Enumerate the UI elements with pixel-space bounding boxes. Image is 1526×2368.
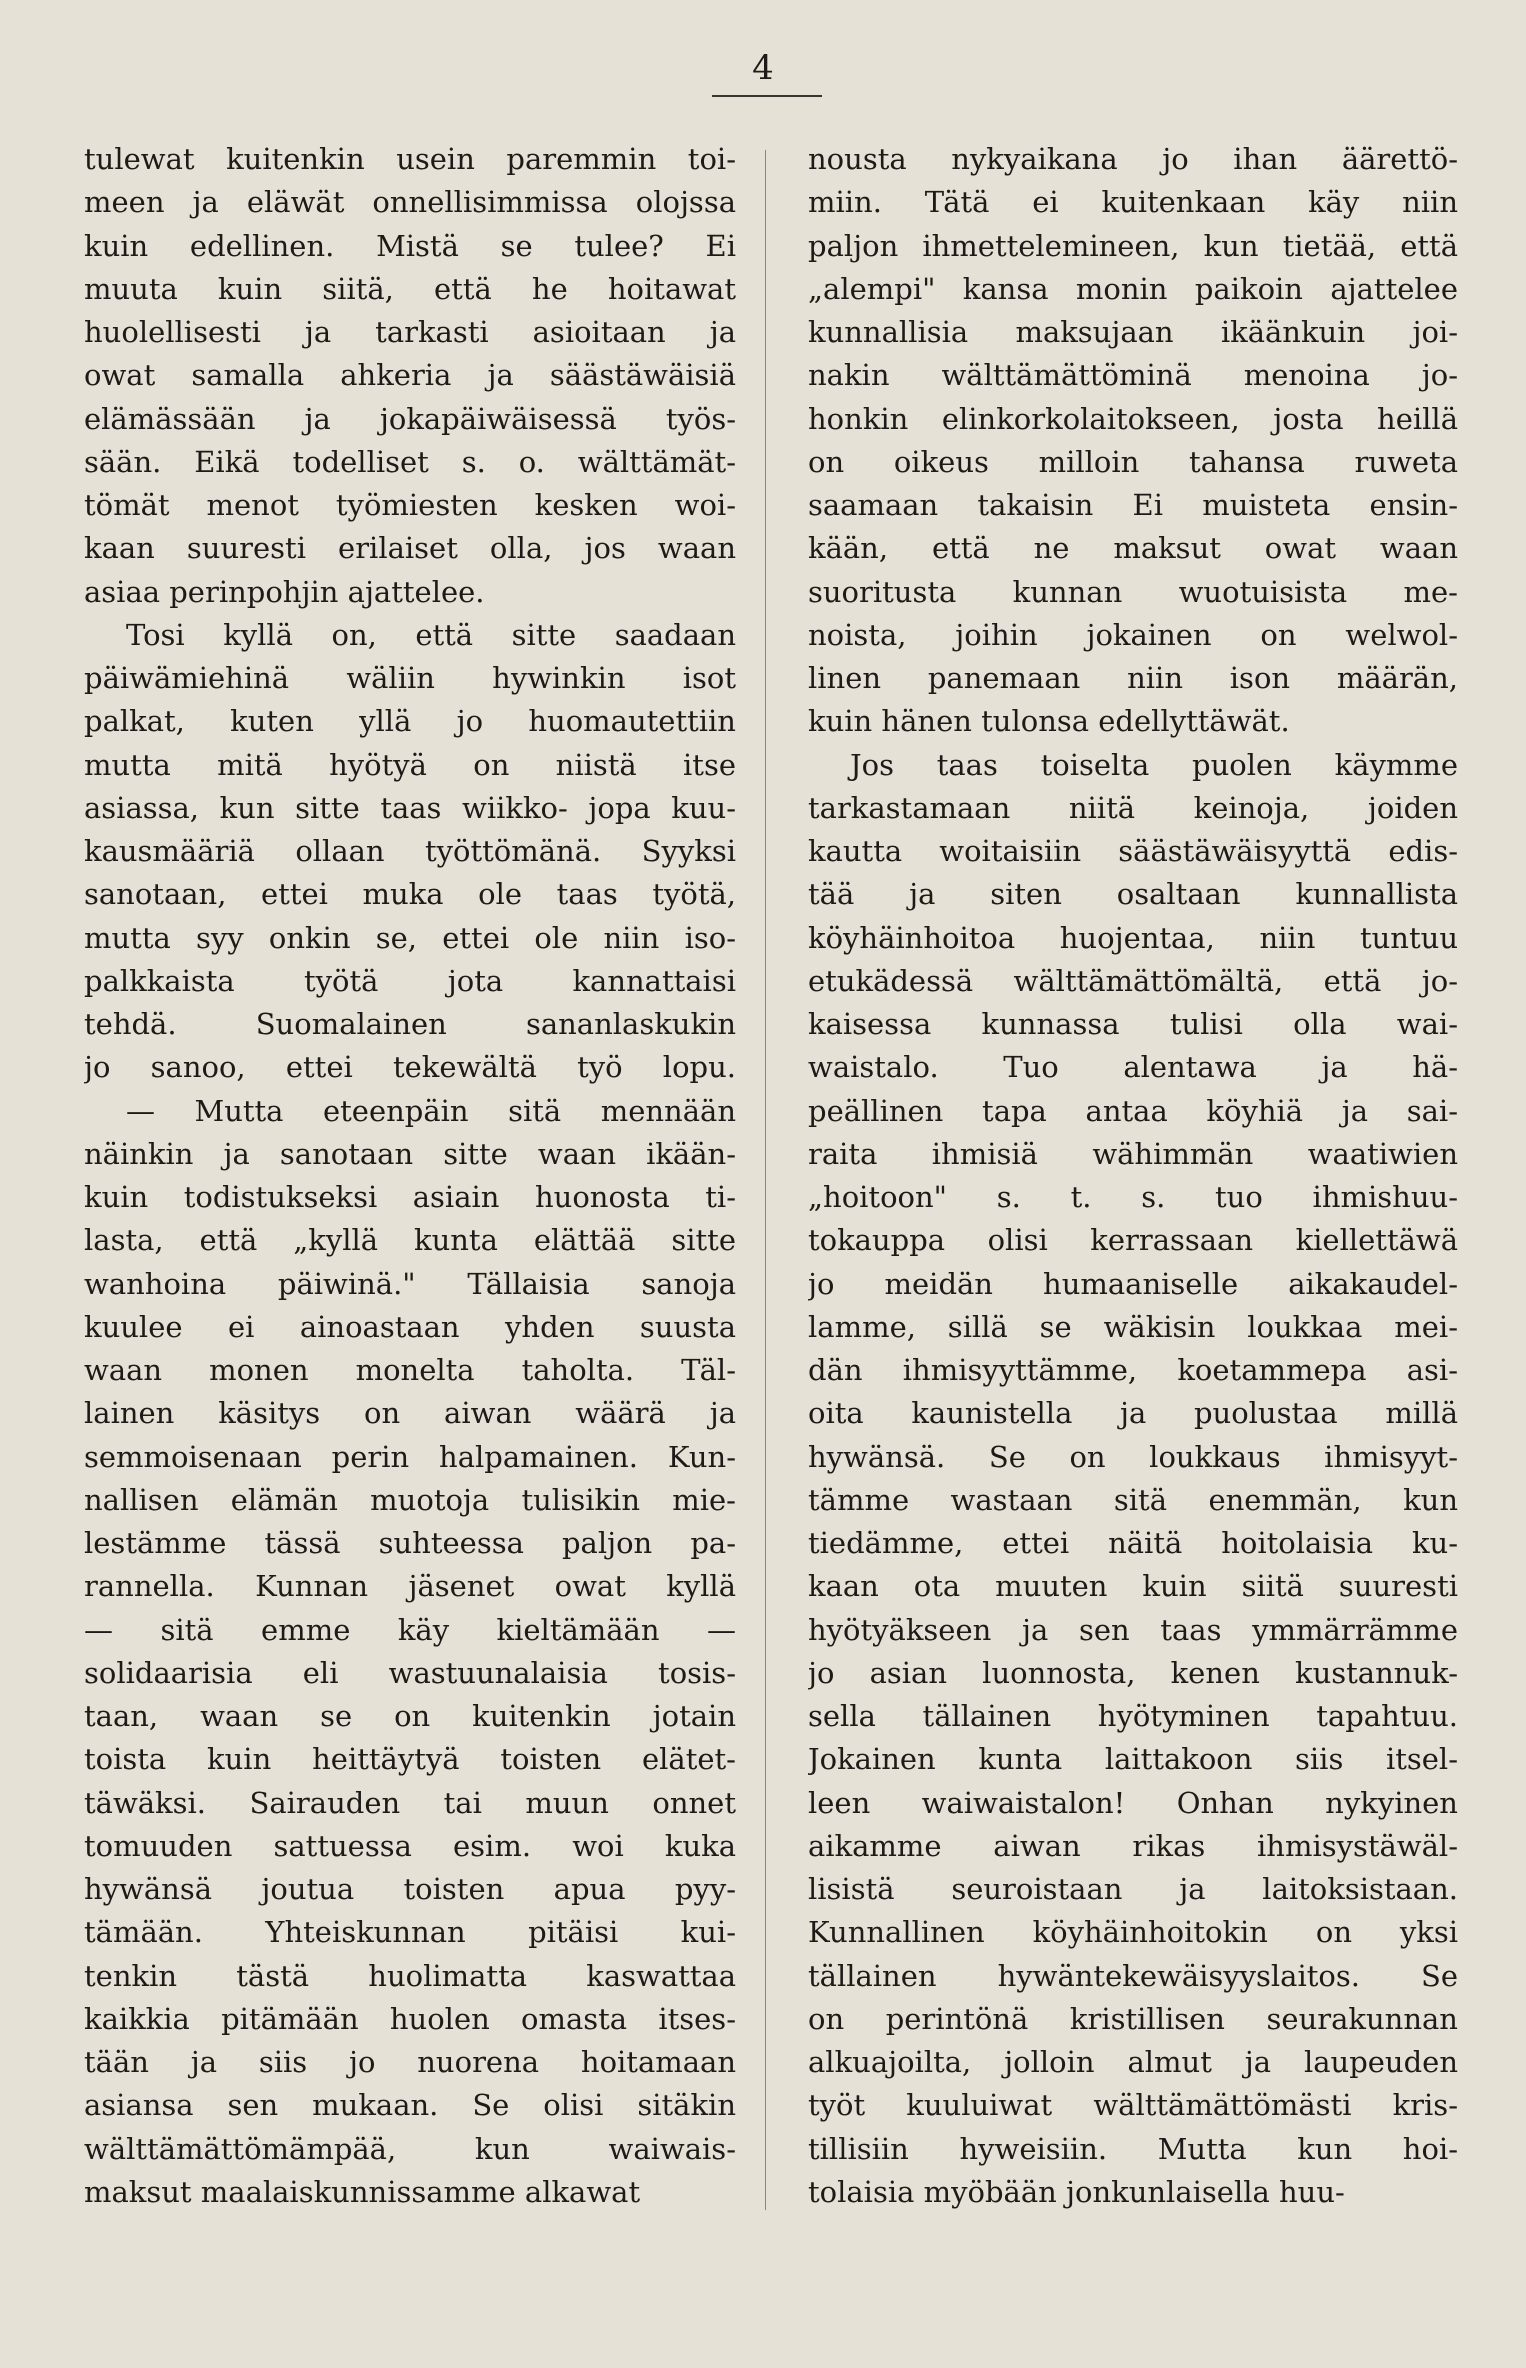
text-line: sään. Eikä todelliset s. o. wälttämät-	[84, 444, 736, 479]
text-line: sanotaan, ettei muka ole taas työtä,	[84, 877, 736, 912]
text-line: Jokainen kunta laittakoon siis itsel-	[808, 1742, 1458, 1777]
text-line: peällinen tapa antaa köyhiä ja sai-	[808, 1093, 1458, 1128]
right-text-column	[808, 138, 1458, 2214]
text-line: leen waiwaistalon! Onhan nykyinen	[808, 1785, 1458, 1820]
text-line: kaan suuresti erilaiset olla, jos waan	[84, 531, 736, 566]
text-line: Tosi kyllä on, että sitte saadaan	[126, 617, 736, 652]
text-line: semmoisenaan perin halpamainen. Kun-	[84, 1439, 736, 1474]
text-line: alkuajoilta, jolloin almut ja laupeuden	[808, 2045, 1458, 2079]
text-line: lamme, sillä se wäkisin loukkaa mei-	[808, 1309, 1458, 1344]
text-line: owat samalla ahkeria ja säästäwäisiä	[84, 358, 736, 393]
text-line: tällainen hywäntekewäisyyslaitos. Se	[808, 1958, 1458, 1993]
text-line: solidaarisia eli wastuunalaisia tosis-	[84, 1655, 736, 1690]
text-line: — sitä emme käy kieltämään —	[84, 1612, 736, 1647]
text-line: jo asian luonnosta, kenen kustannuk-	[808, 1655, 1458, 1690]
text-line: nallisen elämän muotoja tulisikin mie-	[84, 1482, 736, 1517]
text-line: kunnallisia maksujaan ikäänkuin joi-	[808, 315, 1458, 349]
text-line: tään ja siis jo nuorena hoitamaan	[84, 2045, 736, 2079]
text-line: täwäksi. Sairauden tai muun onnet	[84, 1785, 736, 1820]
text-line: paljon ihmettelemineen, kun tietää, että	[808, 228, 1458, 263]
text-line: palkkaista työtä jota kannattaisi	[84, 963, 736, 998]
text-line: työt kuuluiwat wälttämättömästi kris-	[808, 2088, 1458, 2123]
text-line: raita ihmisiä wähimmän waatiwien	[808, 1136, 1458, 1171]
text-line: tulewat kuitenkin usein paremmin toi-	[84, 142, 736, 176]
text-line: on perintönä kristillisen seurakunnan	[808, 2001, 1458, 2036]
text-line: huolellisesti ja tarkasti asioitaan ja	[84, 315, 736, 349]
text-line: tämme wastaan sitä enemmän, kun	[808, 1482, 1458, 1517]
left-text-column	[84, 138, 736, 2214]
text-line: asiaa perinpohjin ajattelee.	[84, 574, 485, 609]
text-line: tomuuden sattuessa esim. woi kuka	[84, 1828, 736, 1863]
text-line: näinkin ja sanotaan sitte waan ikään-	[84, 1136, 736, 1171]
text-line: oita kaunistella ja puolustaa millä	[808, 1396, 1458, 1431]
text-line: „alempi" kansa monin paikoin ajattelee	[808, 271, 1458, 306]
text-line: lasta, että „kyllä kunta elättää sitte	[84, 1223, 736, 1258]
text-line: aikamme aiwan rikas ihmisystäwäl-	[808, 1828, 1458, 1863]
text-line: tenkin tästä huolimatta kaswattaa	[84, 1958, 736, 1993]
text-line: suoritusta kunnan wuotuisista me-	[808, 574, 1458, 609]
text-line: wanhoina päiwinä." Tällaisia sanoja	[84, 1266, 736, 1301]
text-line: nakin wälttämättöminä menoina jo-	[808, 358, 1458, 393]
text-line: on oikeus milloin tahansa ruweta	[808, 444, 1458, 479]
text-line: waistalo. Tuo alentawa ja hä-	[808, 1050, 1458, 1085]
text-line: muuta kuin siitä, että he hoitawat	[84, 271, 736, 306]
text-line: toista kuin heittäytyä toisten elätet-	[84, 1742, 736, 1777]
header-rule	[712, 95, 822, 97]
text-line: tolaisia myöbään jonkunlaisella huu-	[808, 2174, 1345, 2209]
text-line: hywänsä joutua toisten apua pyy-	[84, 1872, 736, 1906]
text-line: lestämme tässä suhteessa paljon pa-	[84, 1526, 736, 1560]
text-line: kään, että ne maksut owat waan	[808, 531, 1458, 566]
text-line: tillisiin hyweisiin. Mutta kun hoi-	[808, 2131, 1458, 2166]
text-line: tokauppa olisi kerrassaan kiellettäwä	[808, 1223, 1458, 1258]
text-line: „hoitoon" s. t. s. tuo ihmishuu-	[808, 1180, 1458, 1214]
text-line: waan monen monelta taholta. Täl-	[84, 1353, 736, 1387]
text-line: tämään. Yhteiskunnan pitäisi kui-	[84, 1915, 736, 1950]
text-line: kautta woitaisiin säästäwäisyyttä edis-	[808, 834, 1458, 868]
text-line: kausmääriä ollaan työttömänä. Syyksi	[84, 834, 736, 868]
text-line: maksut maalaiskunnissamme alkawat	[84, 2174, 641, 2209]
text-line: wälttämättömämpää, kun waiwais-	[84, 2131, 736, 2166]
page-number: 4	[752, 48, 774, 88]
text-line: jo sanoo, ettei tekewältä työ lopu.	[84, 1050, 736, 1085]
text-line: asiansa sen mukaan. Se olisi sitäkin	[84, 2088, 736, 2123]
text-line: tarkastamaan niitä keinoja, joiden	[808, 790, 1458, 825]
text-line: palkat, kuten yllä jo huomautettiin	[84, 704, 736, 739]
text-line: taan, waan se on kuitenkin jotain	[84, 1699, 736, 1733]
text-line: miin. Tätä ei kuitenkaan käy niin	[808, 185, 1458, 220]
text-line: kuulee ei ainoastaan yhden suusta	[84, 1309, 736, 1344]
text-line: meen ja eläwät onnellisimmissa olojssa	[84, 185, 736, 220]
text-line: tehdä. Suomalainen sananlaskukin	[84, 1007, 736, 1041]
text-line: etukädessä wälttämättömältä, että jo-	[808, 963, 1458, 998]
text-line: noista, joihin jokainen on welwol-	[808, 617, 1458, 652]
text-line: kaisessa kunnassa tulisi olla wai-	[808, 1007, 1458, 1041]
text-line: nousta nykyaikana jo ihan äärettö-	[808, 142, 1458, 176]
text-line: Jos taas toiselta puolen käymme	[850, 747, 1458, 782]
text-line: lainen käsitys on aiwan wäärä ja	[84, 1396, 736, 1431]
text-line: kuin todistukseksi asiain huonosta ti-	[84, 1180, 736, 1214]
text-line: tömät menot työmiesten kesken woi-	[84, 488, 736, 522]
text-line: saamaan takaisin Ei muisteta ensin-	[808, 488, 1458, 522]
text-line: mutta mitä hyötyä on niistä itse	[84, 747, 736, 782]
text-line: linen panemaan niin ison määrän,	[808, 661, 1458, 695]
text-line: hywänsä. Se on loukkaus ihmisyyt-	[808, 1439, 1458, 1474]
text-line: kuin hänen tulonsa edellyttäwät.	[808, 704, 1290, 739]
text-line: rannella. Kunnan jäsenet owat kyllä	[84, 1569, 736, 1604]
text-line: tää ja siten osaltaan kunnallista	[808, 877, 1458, 912]
column-divider	[765, 150, 766, 2210]
text-line: dän ihmisyyttämme, koetammepa asi-	[808, 1353, 1458, 1387]
text-line: lisistä seuroistaan ja laitoksistaan.	[808, 1872, 1458, 1906]
text-line: — Mutta eteenpäin sitä mennään	[126, 1093, 736, 1128]
text-line: Kunnallinen köyhäinhoitokin on yksi	[808, 1915, 1458, 1950]
text-line: honkin elinkorkolaitokseen, josta heillä	[808, 401, 1458, 436]
text-line: hyötyäkseen ja sen taas ymmärrämme	[808, 1612, 1458, 1647]
text-line: kaikkia pitämään huolen omasta itses-	[84, 2001, 736, 2036]
text-line: mutta syy onkin se, ettei ole niin iso-	[84, 920, 736, 955]
text-line: elämässään ja jokapäiwäisessä työs-	[84, 401, 736, 436]
text-line: päiwämiehinä wäliin hywinkin isot	[84, 661, 736, 695]
text-line: kaan ota muuten kuin siitä suuresti	[808, 1569, 1458, 1604]
text-line: asiassa, kun sitte taas wiikko- jopa kuu-	[84, 790, 736, 825]
text-line: sella tällainen hyötyminen tapahtuu.	[808, 1699, 1458, 1733]
text-line: kuin edellinen. Mistä se tulee? Ei	[84, 228, 736, 263]
text-line: köyhäinhoitoa huojentaa, niin tuntuu	[808, 920, 1458, 955]
text-line: jo meidän humaaniselle aikakaudel-	[808, 1266, 1458, 1301]
text-line: tiedämme, ettei näitä hoitolaisia ku-	[808, 1526, 1458, 1560]
